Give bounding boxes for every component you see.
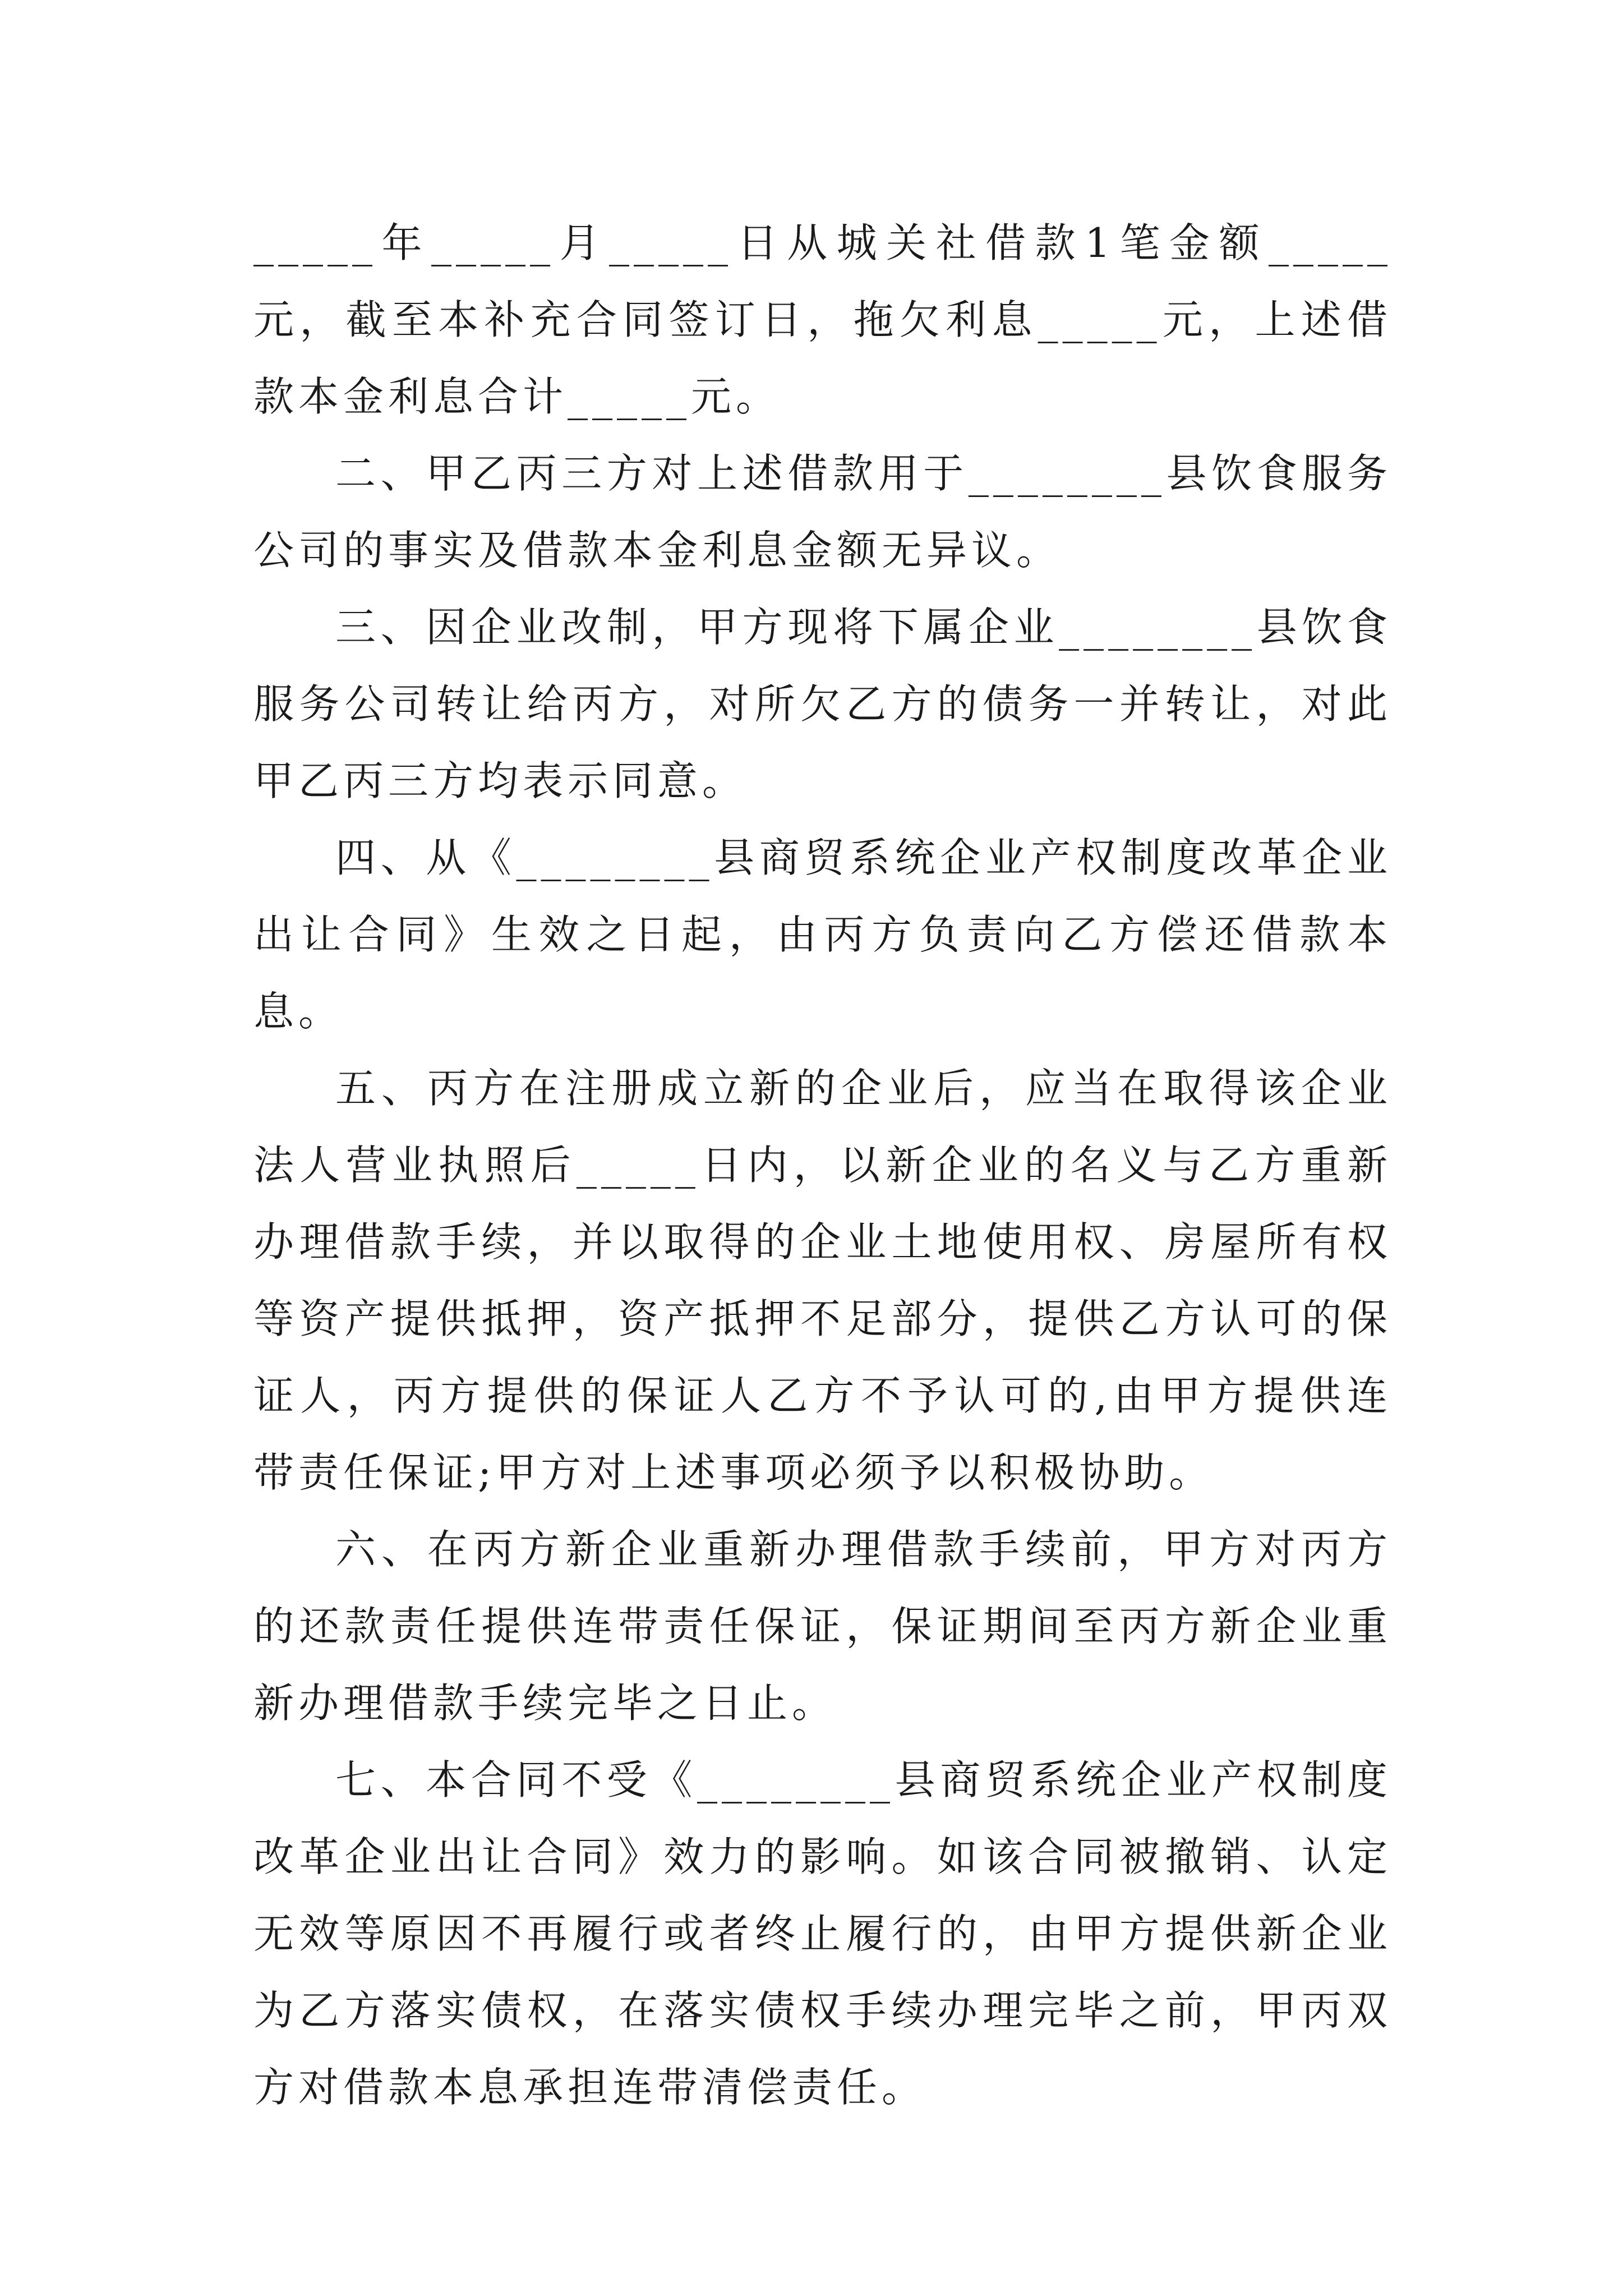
document-body <box>253 205 1392 2126</box>
paragraph-clause-4: 四、从《________县商贸系统企业产权制度改革企业出让合同》生效之日起，由丙方负责向乙方偿还借款本息。 <box>253 834 1392 1035</box>
paragraph-clause-7: 七、本合同不受《________县商贸系统企业产权制度改革企业出让合同》效力的影响。如该合同被撤销、认定无效等原因不再履行或者终止履行的，由甲方提供新企业为乙方落实债权，在落实债权手续办理完毕之前，甲丙双方对借款本息承担连带清偿责任。 <box>253 1756 1392 2111</box>
paragraph-clause-6: 六、在丙方新企业重新办理借款手续前，甲方对丙方的还款责任提供连带责任保证，保证期间至丙方新企业重新办理借款手续完毕之日止。 <box>253 1526 1392 1727</box>
paragraph-clause-5: 五、丙方在注册成立新的企业后，应当在取得该企业法人营业执照后_____日内，以新企业的名义与乙方重新办理借款手续，并以取得的企业土地使用权、房屋所有权等资产提供抵押，资产抵押不足部分，提供乙方认可的保证人，丙方提供的保证人乙方不予认可的,由甲方提供连带责任保证;甲方对上述事项必须予以积极协助。 <box>253 1065 1392 1496</box>
paragraph-clause-3: 三、因企业改制，甲方现将下属企业________县饮食服务公司转让给丙方，对所欠乙方的债务一并转让，对此甲乙丙三方均表示同意。 <box>253 604 1392 804</box>
paragraph-loan-details: _____年_____月_____日从城关社借款1笔金额_____元，截至本补充合同签订日，拖欠利息_____元，上述借款本金利息合计_____元。 <box>253 219 1392 420</box>
paragraph-clause-2: 二、甲乙丙三方对上述借款用于________县饮食服务公司的事实及借款本金利息金额无异议。 <box>253 450 1392 574</box>
